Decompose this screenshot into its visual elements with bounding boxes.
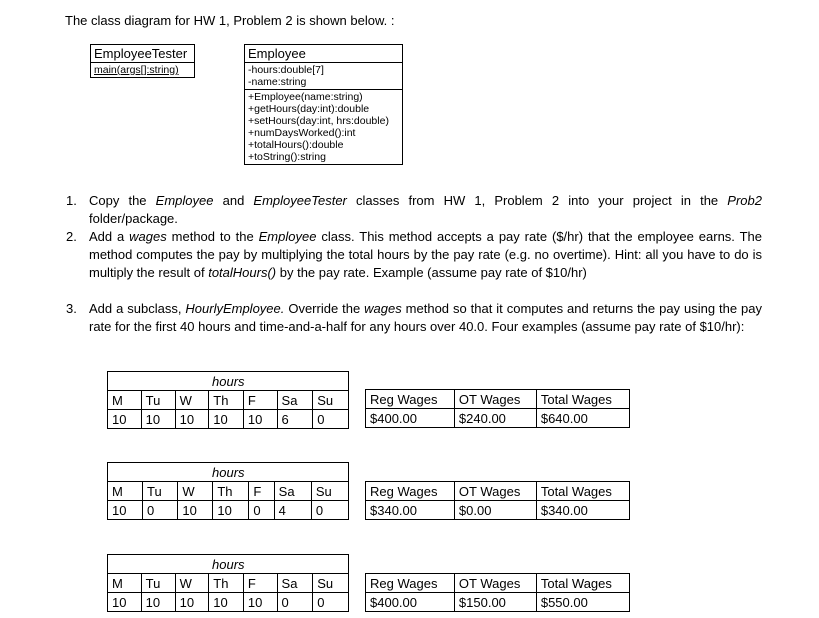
wage-header: Reg Wages bbox=[366, 574, 455, 593]
wage-cell: $240.00 bbox=[454, 409, 536, 428]
uml-method: +Employee(name:string) bbox=[248, 91, 363, 103]
hours-table-3 bbox=[107, 554, 349, 612]
wage-cell: $340.00 bbox=[366, 501, 455, 520]
uml-method: +getHours(day:int):double bbox=[248, 103, 370, 115]
day-header: Th bbox=[209, 574, 244, 593]
day-header: Th bbox=[213, 482, 249, 501]
day-header: Su bbox=[311, 482, 348, 501]
wage-cell: $340.00 bbox=[536, 501, 629, 520]
step-text: Add a subclass, HourlyEmployee. Override the wages method so that it computes and returns the pay using the pay rate for the first 40 hours and time-and-a-half for any hours over 40.0. Four examples (assume pay rate of $10/hr): bbox=[89, 301, 762, 334]
wage-cell: $640.00 bbox=[536, 409, 629, 428]
wage-cell: $400.00 bbox=[366, 409, 455, 428]
hours-cell: 10 bbox=[213, 501, 249, 520]
uml-class-employeetester bbox=[90, 44, 195, 78]
wages-table-3 bbox=[365, 573, 630, 612]
day-header: W bbox=[175, 391, 209, 410]
hours-cell: 10 bbox=[175, 410, 209, 429]
day-header: Su bbox=[313, 574, 349, 593]
hours-cell: 10 bbox=[209, 593, 244, 612]
hours-cell: 10 bbox=[243, 410, 277, 429]
day-header: Tu bbox=[141, 574, 175, 593]
wage-header: OT Wages bbox=[454, 390, 536, 409]
hours-cell: 10 bbox=[175, 593, 209, 612]
wage-header: Total Wages bbox=[536, 482, 629, 501]
uml-method: +numDaysWorked():int bbox=[248, 127, 356, 139]
wage-header: Total Wages bbox=[536, 390, 629, 409]
day-header: Su bbox=[313, 391, 349, 410]
uml-methods bbox=[245, 89, 402, 164]
wage-cell: $150.00 bbox=[454, 593, 536, 612]
day-header: Sa bbox=[274, 482, 311, 501]
day-header: Sa bbox=[277, 391, 313, 410]
uml-attribute: -name:string bbox=[248, 76, 307, 88]
day-header: Tu bbox=[141, 391, 175, 410]
hours-cell: 10 bbox=[141, 410, 175, 429]
uml-class-employee bbox=[244, 44, 403, 165]
step-1 bbox=[66, 192, 762, 228]
hours-cell: 10 bbox=[108, 410, 142, 429]
hours-caption: hours bbox=[108, 555, 349, 574]
hours-cell: 0 bbox=[249, 501, 274, 520]
wage-header: OT Wages bbox=[454, 574, 536, 593]
uml-method: +setHours(day:int, hrs:double) bbox=[248, 115, 389, 127]
step-number: 2. bbox=[66, 229, 77, 244]
wage-header: Reg Wages bbox=[366, 482, 455, 501]
hours-cell: 0 bbox=[313, 593, 349, 612]
hours-table-2 bbox=[107, 462, 349, 520]
wage-cell: $400.00 bbox=[366, 593, 455, 612]
step-2 bbox=[66, 228, 762, 282]
day-header: W bbox=[178, 482, 213, 501]
day-header: Th bbox=[209, 391, 244, 410]
wages-table-1 bbox=[365, 389, 630, 428]
hours-cell: 10 bbox=[108, 501, 143, 520]
step-3 bbox=[66, 300, 762, 336]
step-text: Copy the Employee and EmployeeTester classes from HW 1, Problem 2 into your project in the Prob2 folder/package. bbox=[89, 193, 762, 226]
hours-caption: hours bbox=[108, 372, 349, 391]
hours-cell: 0 bbox=[277, 593, 313, 612]
wage-header: Total Wages bbox=[536, 574, 629, 593]
uml-method: +toString():string bbox=[248, 151, 326, 163]
step-number: 1. bbox=[66, 193, 77, 208]
uml-class-name: EmployeeTester bbox=[91, 45, 194, 63]
day-header: F bbox=[249, 482, 274, 501]
hours-cell: 4 bbox=[274, 501, 311, 520]
uml-methods bbox=[91, 63, 194, 77]
day-header: M bbox=[108, 574, 142, 593]
day-header: F bbox=[243, 574, 277, 593]
hours-cell: 0 bbox=[143, 501, 178, 520]
day-header: F bbox=[243, 391, 277, 410]
day-header: W bbox=[175, 574, 209, 593]
uml-attributes bbox=[245, 63, 402, 89]
day-header: Tu bbox=[143, 482, 178, 501]
day-header: M bbox=[108, 391, 142, 410]
hours-cell: 10 bbox=[178, 501, 213, 520]
step-text: Add a wages method to the Employee class. This method accepts a pay rate ($/hr) that the employee earns. The method computes the pay by multiplying the total hours by the pay rate (e.g. no overtime). Hint: all you have to do is multiply the result of totalHours() by the pay rate. Example (assume pay rate of $10/hr) bbox=[89, 229, 762, 280]
hours-cell: 10 bbox=[209, 410, 244, 429]
day-header: M bbox=[108, 482, 143, 501]
uml-attribute: -hours:double[7] bbox=[248, 64, 324, 76]
hours-table-1 bbox=[107, 371, 349, 429]
hours-cell: 0 bbox=[311, 501, 348, 520]
hours-cell: 10 bbox=[141, 593, 175, 612]
day-header: Sa bbox=[277, 574, 313, 593]
step-number: 3. bbox=[66, 301, 77, 316]
uml-method: +totalHours():double bbox=[248, 139, 344, 151]
hours-cell: 6 bbox=[277, 410, 313, 429]
hours-cell: 0 bbox=[313, 410, 349, 429]
intro-text: The class diagram for HW 1, Problem 2 is shown below. : bbox=[65, 13, 395, 28]
uml-method: main(args[]:string) bbox=[94, 64, 179, 76]
wage-cell: $550.00 bbox=[536, 593, 629, 612]
hours-cell: 10 bbox=[243, 593, 277, 612]
wage-header: OT Wages bbox=[454, 482, 536, 501]
hours-cell: 10 bbox=[108, 593, 142, 612]
wage-header: Reg Wages bbox=[366, 390, 455, 409]
wage-cell: $0.00 bbox=[454, 501, 536, 520]
hours-caption: hours bbox=[108, 463, 349, 482]
wages-table-2 bbox=[365, 481, 630, 520]
uml-class-name: Employee bbox=[245, 45, 402, 63]
